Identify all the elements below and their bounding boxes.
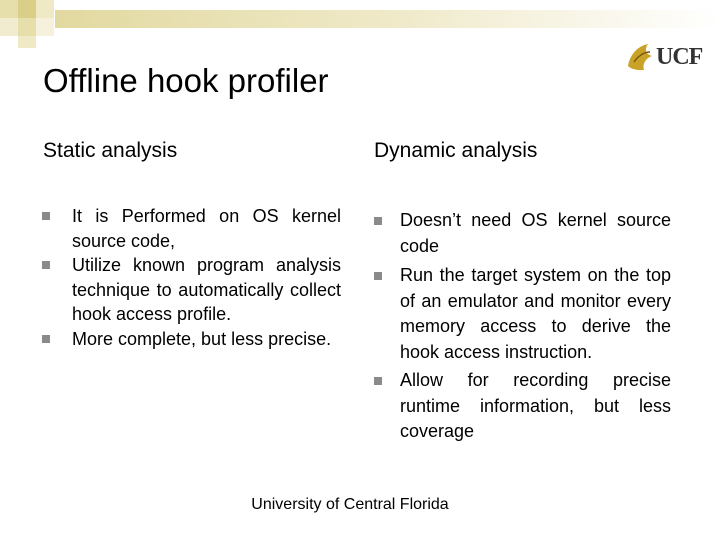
list-item [374, 368, 671, 445]
slide-footer: University of Central Florida [251, 496, 449, 513]
bullet-text: Doesn’t need OS kernel source code [400, 210, 671, 256]
bullet-text: Allow for recording precise runtime information, but less coverage [400, 370, 671, 441]
list-item [374, 263, 671, 365]
square-bullet-icon [374, 217, 382, 225]
bullet-text: Utilize known program analysis technique to automatically collect hook access profile. [72, 255, 341, 324]
square-bullet-icon [374, 377, 382, 385]
slide-title: Offline hook profiler [43, 62, 329, 99]
list-item [42, 253, 341, 327]
list-item [42, 327, 341, 352]
header-checker-band [0, 0, 720, 48]
static-analysis-list [42, 204, 341, 351]
square-bullet-icon [42, 261, 50, 269]
list-item [42, 204, 341, 253]
square-bullet-icon [374, 272, 382, 280]
dynamic-analysis-heading: Dynamic analysis [374, 139, 538, 162]
dynamic-analysis-list [374, 208, 671, 445]
bullet-text: It is Performed on OS kernel source code, [72, 206, 341, 251]
list-item [374, 208, 671, 259]
bullet-text: More complete, but less precise. [72, 328, 332, 349]
static-analysis-heading: Static analysis [43, 139, 178, 162]
square-bullet-icon [42, 212, 50, 220]
bullet-text: Run the target system on the top of an emulator and monitor every memory access to derive the hook access instruction. [400, 265, 671, 362]
square-bullet-icon [42, 335, 50, 343]
ucf-logo-text: UCF [656, 44, 703, 70]
